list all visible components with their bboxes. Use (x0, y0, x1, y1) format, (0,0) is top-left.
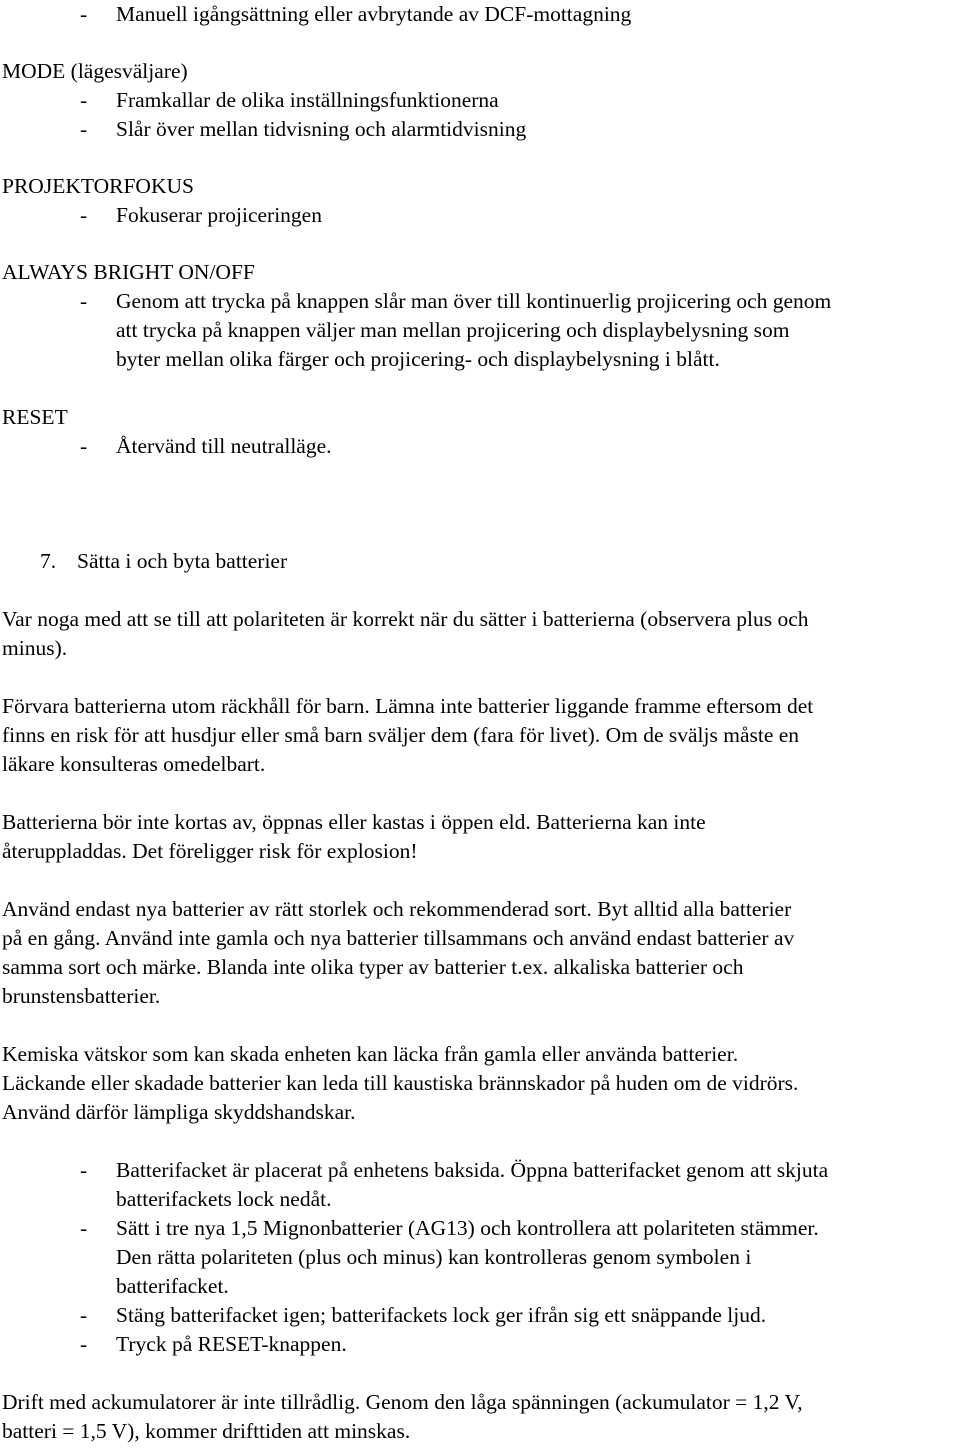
paragraph-line: samma sort och märke. Blanda inte olika typer av batterier t.ex. alkaliska batterier och (2, 955, 744, 979)
section-heading-projektorfokus: PROJEKTORFOKUS (2, 174, 194, 198)
paragraph-line: Förvara batterierna utom räckhåll för barn. Lämna inte batterier liggande framme eftersom det (2, 694, 814, 718)
list-dash: - (80, 203, 88, 227)
list-item: Slår över mellan tidvisning och alarmtidvisning (116, 117, 527, 141)
list-dash: - (80, 1158, 88, 1182)
list-dash: - (80, 88, 88, 112)
paragraph-line: Läckande eller skadade batterier kan leda till kaustiska brännskador på huden om de vidrörs. (2, 1071, 799, 1095)
list-dash: - (80, 434, 88, 458)
section-heading-reset: RESET (2, 405, 68, 429)
list-item-line: Sätt i tre nya 1,5 Mignonbatterier (AG13) och kontrollera att polariteten stämmer. (116, 1216, 819, 1240)
paragraph-line: på en gång. Använd inte gamla och nya batterier tillsammans och använd endast batterier av (2, 926, 795, 950)
list-item-line: Den rätta polariteten (plus och minus) kan kontrolleras genom symbolen i (116, 1245, 752, 1269)
paragraph-line: läkare konsulteras omedelbart. (2, 752, 266, 776)
list-dash: - (80, 2, 88, 26)
list-dash: - (80, 1332, 88, 1356)
paragraph-line: minus). (2, 636, 68, 660)
list-item: Återvänd till neutralläge. (116, 434, 332, 458)
section-heading-always-bright: ALWAYS BRIGHT ON/OFF (2, 260, 255, 284)
list-item-line: att trycka på knappen väljer man mellan projicering och displaybelysning som (116, 318, 790, 342)
paragraph-line: Batterierna bör inte kortas av, öppnas eller kastas i öppen eld. Batterierna kan inte (2, 810, 706, 834)
paragraph-line: Använd endast nya batterier av rätt storlek och rekommenderad sort. Byt alltid alla batterier (2, 897, 792, 921)
list-item: Fokuserar projiceringen (116, 203, 322, 227)
list-dash: - (80, 1303, 88, 1327)
section-number: 7. (40, 549, 57, 573)
list-item-line: Genom att trycka på knappen slår man över till kontinuerlig projicering och genom (116, 289, 832, 313)
list-item-line: Stäng batterifacket igen; batterifackets lock ger ifrån sig ett snäppande ljud. (116, 1303, 767, 1327)
paragraph-line: Drift med ackumulatorer är inte tillrådlig. Genom den låga spänningen (ackumulator = 1,2 V, (2, 1390, 803, 1414)
section-title: Sätta i och byta batterier (77, 549, 288, 573)
paragraph-line: Var noga med att se till att polariteten är korrekt när du sätter i batterierna (observera plus och (2, 607, 809, 631)
paragraph-line: återuppladdas. Det föreligger risk för explosion! (2, 839, 418, 863)
list-item-line: batterifacket. (116, 1274, 229, 1298)
list-dash: - (80, 289, 88, 313)
list-dash: - (80, 1216, 88, 1240)
list-dash: - (80, 117, 88, 141)
list-item-line: batterifackets lock nedåt. (116, 1187, 332, 1211)
paragraph-line: brunstensbatterier. (2, 984, 161, 1008)
list-item: Framkallar de olika inställningsfunktionerna (116, 88, 499, 112)
list-item-line: byter mellan olika färger och projicering- och displaybelysning i blått. (116, 347, 720, 371)
paragraph-line: Kemiska vätskor som kan skada enheten kan läcka från gamla eller använda batterier. (2, 1042, 739, 1066)
list-item: Manuell igångsättning eller avbrytande av DCF-mottagning (116, 2, 632, 26)
list-item-line: Batterifacket är placerat på enhetens baksida. Öppna batterifacket genom att skjuta (116, 1158, 829, 1182)
paragraph-line: finns en risk för att husdjur eller små barn sväljer dem (fara för livet). Om de sväljs måste en (2, 723, 800, 747)
paragraph-line: Använd därför lämpliga skyddshandskar. (2, 1100, 356, 1124)
list-item-line: Tryck på RESET-knappen. (116, 1332, 347, 1356)
paragraph-line: batteri = 1,5 V), kommer drifttiden att minskas. (2, 1419, 411, 1443)
section-heading-mode: MODE (lägesväljare) (2, 59, 188, 83)
